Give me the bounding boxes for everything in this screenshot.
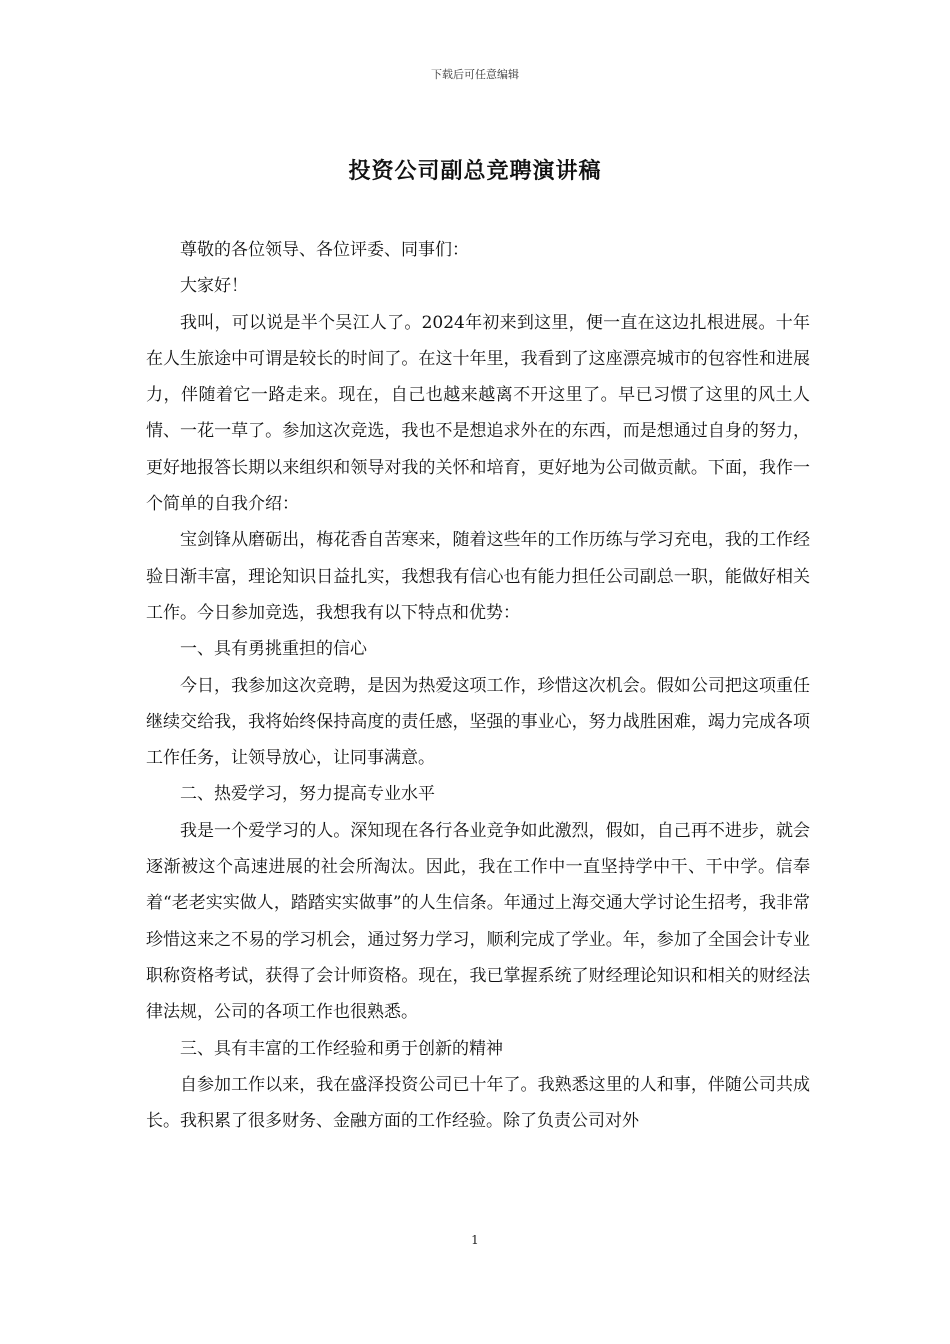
page-number: 1 (471, 1233, 479, 1247)
section-heading-2: 二、热爱学习，努力提高专业水平 (180, 784, 435, 805)
paragraph-introduction: 我叫，可以说是半个吴江人了。2024年初来到这里，便一直在这边扎根进展。十年在人生旅途中可谓是较长的时间了。在这十年里，我看到了这座漂亮城市的包容性和进展力，伴随着它一路走来。现在，自己也越来越离不开这里了。早已习惯了这里的风土人情、一花一草了。参加这次竞选，我也不是想追求外在的东西，而是想通过自身的努力，更好地报答长期以来组织和领导对我的关怀和培育，更好地为公司做贡献。下面，我作一个简单的自我介绍： (146, 312, 810, 515)
paragraph-section-2: 我是一个爱学习的人。深知现在各行各业竞争如此激烈，假如，自己再不进步，就会逐渐被这个高速进展的社会所淘汰。因此，我在工作中一直坚持学中干、干中学。信奉着“老老实实做人，踏踏实实做事”的人生信条。年通过上海交通大学讨论生招考，我非常珍惜这来之不易的学习机会，通过努力学习，顺利完成了学业。年，参加了全国会计专业职称资格考试，获得了会计师资格。现在，我已掌握系统了财经理论知识和相关的财经法律法规，公司的各项工作也很熟悉。 (146, 820, 810, 1023)
section-heading-3: 三、具有丰富的工作经验和勇于创新的精神 (180, 1038, 503, 1059)
document-title: 投资公司副总竞聘演讲稿 (348, 158, 602, 184)
paragraph-section-1: 今日，我参加这次竞聘，是因为热爱这项工作，珍惜这次机会。假如公司把这项重任继续交给我，我将始终保持高度的责任感，坚强的事业心，努力战胜困难，竭力完成各项工作任务，让领导放心，让同事满意。 (146, 675, 810, 769)
section-heading-1: 一、具有勇挑重担的信心 (180, 639, 367, 660)
greeting: 大家好！ (180, 276, 248, 297)
paragraph-section-3: 自参加工作以来，我在盛泽投资公司已十年了。我熟悉这里的人和事，伴随公司共成长。我积累了很多财务、金融方面的工作经验。除了负责公司对外 (146, 1074, 810, 1132)
paragraph-strengths-overview: 宝剑锋从磨砺出，梅花香自苦寒来，随着这些年的工作历练与学习充电，我的工作经验日渐丰富，理论知识日益扎实，我想我有信心也有能力担任公司副总一职，能做好相关工作。今日参加竞选，我想我有以下特点和优势： (146, 530, 810, 623)
header-note: 下载后可任意编辑 (431, 68, 519, 81)
salutation: 尊敬的各位领导、各位评委、同事们： (180, 240, 469, 260)
document-body (146, 232, 810, 1139)
